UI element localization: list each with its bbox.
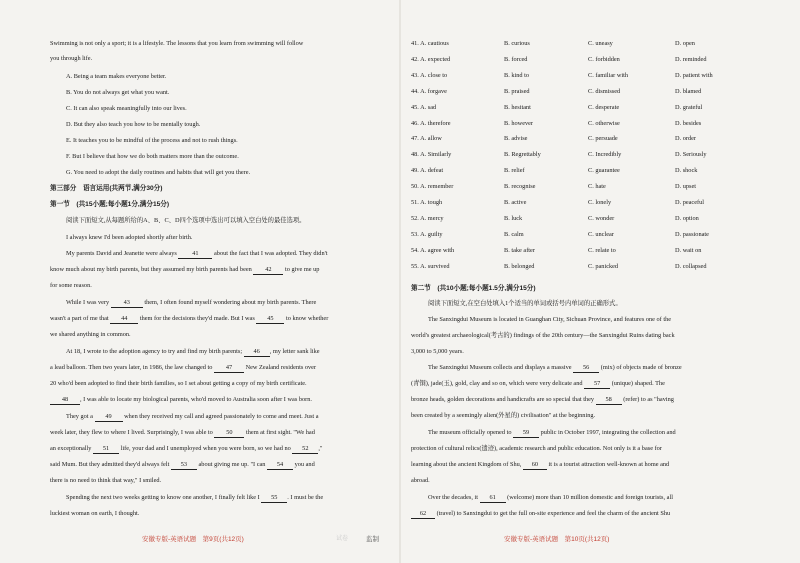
- choice-50-b[interactable]: B. recognise: [504, 183, 536, 191]
- choice-55-a[interactable]: 55. A. survived: [411, 262, 450, 270]
- choice-46-a[interactable]: 46. A. therefore: [411, 119, 451, 127]
- choice-53-b[interactable]: B. calm: [504, 230, 524, 238]
- choice-42-c[interactable]: C. forbidden: [588, 55, 620, 63]
- blank-44[interactable]: 44: [110, 315, 138, 324]
- choice-47-a[interactable]: 47. A. allow: [411, 135, 442, 143]
- choice-42-b[interactable]: B. forced: [504, 55, 528, 63]
- choice-51-a[interactable]: 51. A. tough: [411, 199, 443, 206]
- blank-57[interactable]: 57: [584, 380, 610, 389]
- right-page: [400, 0, 800, 563]
- blank-62[interactable]: 62: [411, 510, 435, 519]
- passage-line: At 18, I wrote to the adoption agency to try and find my birth parents; 46 , my letter sank like: [66, 348, 320, 355]
- section2-heading: 第二节 (共10小题;每小题1.5分,满分15分): [411, 285, 536, 292]
- choice-46-c[interactable]: C. otherwise: [588, 119, 620, 127]
- choice-43-c[interactable]: C. familiar with: [588, 71, 629, 79]
- choice-52-d[interactable]: D. option: [675, 214, 699, 222]
- blank-41[interactable]: 41: [178, 250, 212, 259]
- supervision-stamp: 监制: [366, 536, 379, 543]
- blank-54[interactable]: 54: [267, 461, 293, 470]
- option-f: F. But I believe that how we do both matters more than the outcome.: [66, 153, 239, 160]
- choice-48-c[interactable]: C. Incredibly: [588, 151, 622, 159]
- choice-41-b[interactable]: B. curious: [504, 40, 530, 47]
- blank-50[interactable]: 50: [214, 429, 244, 438]
- blank-60[interactable]: 60: [523, 461, 547, 470]
- choice-52-b[interactable]: B. luck: [504, 214, 523, 222]
- blank-47[interactable]: 47: [214, 364, 244, 373]
- passage-line: know much about my birth parents, but they assumed my birth parents had been 42 to give me up: [50, 266, 320, 273]
- choice-44-c[interactable]: C. dismissed: [588, 87, 621, 95]
- blank-45[interactable]: 45: [256, 315, 284, 324]
- blank-49[interactable]: 49: [95, 413, 123, 422]
- choice-54-d[interactable]: D. wait on: [675, 246, 702, 254]
- choice-48-d[interactable]: D. Seriously: [675, 151, 707, 159]
- option-b: B. You do not always get what you want.: [66, 89, 170, 96]
- blank-48[interactable]: 48: [50, 396, 80, 405]
- passage-line: The museum officially opened to 59 public in October 1997, integrating the collection and: [428, 429, 676, 436]
- choice-49-d[interactable]: D. shock: [675, 167, 698, 175]
- choice-48-b[interactable]: B. Regrettably: [504, 151, 541, 159]
- blank-56[interactable]: 56: [573, 364, 599, 373]
- choice-49-c[interactable]: C. guarantee: [588, 167, 620, 175]
- choice-55-c[interactable]: C. panicked: [588, 262, 619, 270]
- choice-50-c[interactable]: C. hate: [588, 183, 606, 191]
- choice-42-a[interactable]: 42. A. expected: [411, 55, 451, 63]
- choice-53-d[interactable]: D. passionate: [675, 230, 709, 238]
- choice-43-d[interactable]: D. patient with: [675, 71, 713, 79]
- passage-line: My parents David and Jeanette were always 41 about the fact that I was adopted. They didn't: [66, 250, 328, 257]
- passage-line: we shared anything in common.: [50, 331, 131, 338]
- passage-line: (青铜), jade(玉), gold, clay and so on, which were very delicate and 57 (unique) shaped. The: [411, 380, 665, 387]
- passage-line: luckiest woman on earth, I thought.: [50, 510, 140, 517]
- passage-line: a lead balloon. Then two years later, in 1986, the law changed to 47 New Zealand residents over: [50, 364, 317, 371]
- choice-46-b[interactable]: B. however: [504, 119, 534, 127]
- passage-line: week later, they flew to where I lived. Surprisingly, I was able to 50 them at first sight. "We had: [50, 429, 315, 436]
- blank-42[interactable]: 42: [253, 266, 283, 275]
- choice-46-d[interactable]: D. besides: [675, 119, 702, 127]
- passage-line: They got a 49 when they received my call and agreed passionately to come and meet. Just a: [66, 413, 319, 420]
- choice-52-c[interactable]: C. wonder: [588, 214, 615, 222]
- passage-line: Over the decades, it 61 (welcome) more than 10 million domestic and foreign tourists, all: [428, 494, 673, 501]
- passage-line: While I was very 43 them, I often found myself wondering about my birth parents. There: [66, 299, 317, 306]
- page-footer: 安徽专版-英语试题 第9页(共12页): [142, 536, 244, 543]
- choice-50-a[interactable]: 50. A. remember: [411, 183, 454, 191]
- choice-45-d[interactable]: D. grateful: [675, 103, 703, 111]
- choice-55-d[interactable]: D. collapsed: [675, 262, 707, 270]
- choice-55-b[interactable]: B. belonged: [504, 262, 535, 270]
- passage-line: for some reason.: [50, 282, 92, 289]
- option-a: A. Being a team makes everyone better.: [66, 73, 167, 80]
- section2-instruction: 阅读下面短文,在空白处填入1个适当的单词或括号内单词的正确形式。: [428, 300, 622, 307]
- choice-45-b[interactable]: B. hesitant: [504, 103, 531, 111]
- choice-42-d[interactable]: D. reminded: [675, 55, 707, 63]
- option-d: D. But they also teach you how to be mentally tough.: [66, 121, 201, 128]
- passage-line: bronze heads, golden decorations and handicrafts are so special that they 58 (refer) to as "having: [411, 396, 674, 403]
- choice-43-b[interactable]: B. kind to: [504, 71, 530, 79]
- passage-line: been created by a seemingly alien(外星的) civilisation" at the beginning.: [411, 412, 596, 419]
- choice-49-b[interactable]: B. relief: [504, 167, 525, 175]
- choice-41-d[interactable]: D. open: [675, 40, 695, 47]
- passage-line: 48 , I was able to locate my biological parents, who'd moved to Australia soon after I was born.: [50, 396, 312, 405]
- section3-heading: 第三部分 语言运用(共两节,满分30分): [50, 185, 163, 192]
- passage-line: there is no need to think that way," I smiled.: [50, 477, 162, 484]
- choice-41-c[interactable]: C. uneasy: [588, 40, 613, 47]
- blank-55[interactable]: 55: [261, 494, 287, 503]
- choice-52-a[interactable]: 52. A. mercy: [411, 214, 444, 222]
- passage-line: world's greatest archaeological(考古的) findings of the 20th century—the Sanxingdui Ruins dating back: [411, 332, 675, 339]
- choice-54-c[interactable]: C. relate to: [588, 246, 616, 254]
- choice-43-a[interactable]: 43. A. close to: [411, 71, 448, 79]
- option-c: C. It can also speak meaningfully into our lives.: [66, 105, 187, 112]
- passage-line: The Sanxingdui Museum collects and displays a massive 56 (mix) of objects made of bronze: [428, 364, 682, 371]
- passage-line: said Mum. But they admitted they'd always felt 53 about giving me up. "I can 54 you and: [50, 461, 315, 468]
- passage-para-1: I always knew I'd been adopted shortly after birth.: [66, 234, 193, 241]
- passage-line: 3,000 to 5,000 years.: [411, 348, 464, 355]
- choice-45-c[interactable]: C. desperate: [588, 103, 620, 111]
- blank-53[interactable]: 53: [171, 461, 197, 470]
- blank-59[interactable]: 59: [513, 429, 539, 438]
- choice-51-d[interactable]: D. peaceful: [675, 199, 705, 206]
- choice-44-a[interactable]: 44. A. forgave: [411, 87, 447, 95]
- option-g: G. You need to adopt the daily routines and habits that will get you there.: [66, 169, 251, 176]
- choice-41-a[interactable]: 41. A. cautious: [411, 40, 449, 47]
- passage-line: an exceptionally 51 life, your dad and I unemployed when you were born, so we had no 52 ,": [50, 445, 323, 452]
- passage-line: The Sanxingdui Museum is located in Guanghan City, Sichuan Province, and features one of the: [428, 316, 672, 323]
- blank-58[interactable]: 58: [596, 396, 622, 405]
- choice-54-b[interactable]: B. take after: [504, 246, 535, 254]
- choice-47-d[interactable]: D. order: [675, 135, 696, 143]
- choice-48-a[interactable]: 48. A. Similarly: [411, 151, 452, 159]
- choice-47-b[interactable]: B. advise: [504, 135, 528, 143]
- passage-line: abroad.: [411, 477, 430, 484]
- choice-51-c[interactable]: C. lonely: [588, 199, 612, 206]
- section1-heading: 第一节 (共15小题;每小题1分,满分15分): [50, 201, 170, 208]
- watermark: 试卷: [336, 536, 349, 542]
- choice-51-b[interactable]: B. active: [504, 199, 527, 206]
- choice-47-c[interactable]: C. persuade: [588, 135, 618, 143]
- passage-line: wasn't a part of me that 44 them for the decisions they'd made. But I was 45 to know whether: [50, 315, 329, 322]
- intro-line-2: you through life.: [50, 55, 93, 62]
- passage-line: 20 who'd been adopted to find their birth families, so I set about getting a copy of my birth certificate.: [50, 380, 307, 387]
- passage-line: protection of cultural relics(遗迹), academic research and public education. Not only is it a base for: [411, 445, 662, 452]
- intro-line-1: Swimming is not only a sport; it is a lifestyle. The lessons that you learn from swimming will follow: [50, 40, 304, 47]
- page-footer: 安徽专版-英语试题 第10页(共12页): [504, 536, 610, 543]
- choice-54-a[interactable]: 54. A. agree with: [411, 246, 455, 254]
- blank-51[interactable]: 51: [93, 445, 119, 454]
- passage-line: 62 (travel) to Sanxingdui to get the full on-site experience and feel the charm of the ancient Shu: [411, 510, 670, 519]
- choice-49-a[interactable]: 49. A. defeat: [411, 167, 444, 175]
- blank-61[interactable]: 61: [480, 494, 506, 503]
- passage-line: learning about the ancient Kingdom of Shu, 60 it is a tourist attraction well-known at home and: [411, 461, 670, 468]
- option-e: E. It teaches you to be mindful of the process and not to rush things.: [66, 137, 238, 144]
- choice-50-d[interactable]: D. upset: [675, 183, 696, 191]
- passage-line: Spending the next two weeks getting to know one another, I finally felt like I 55 . I must be the: [66, 494, 324, 501]
- blank-46[interactable]: 46: [244, 348, 270, 357]
- choice-44-d[interactable]: D. blamed: [675, 87, 702, 95]
- choice-45-a[interactable]: 45. A. sad: [411, 103, 437, 111]
- blank-52[interactable]: 52: [292, 445, 318, 454]
- choice-53-c[interactable]: C. unclear: [588, 230, 614, 238]
- section1-instruction: 阅读下面短文,从每题所给的A、B、C、D四个选项中选出可以填入空白处的最佳选项。: [66, 217, 306, 224]
- choice-53-a[interactable]: 53. A. guilty: [411, 230, 443, 238]
- choice-44-b[interactable]: B. praised: [504, 87, 530, 95]
- blank-43[interactable]: 43: [111, 299, 143, 308]
